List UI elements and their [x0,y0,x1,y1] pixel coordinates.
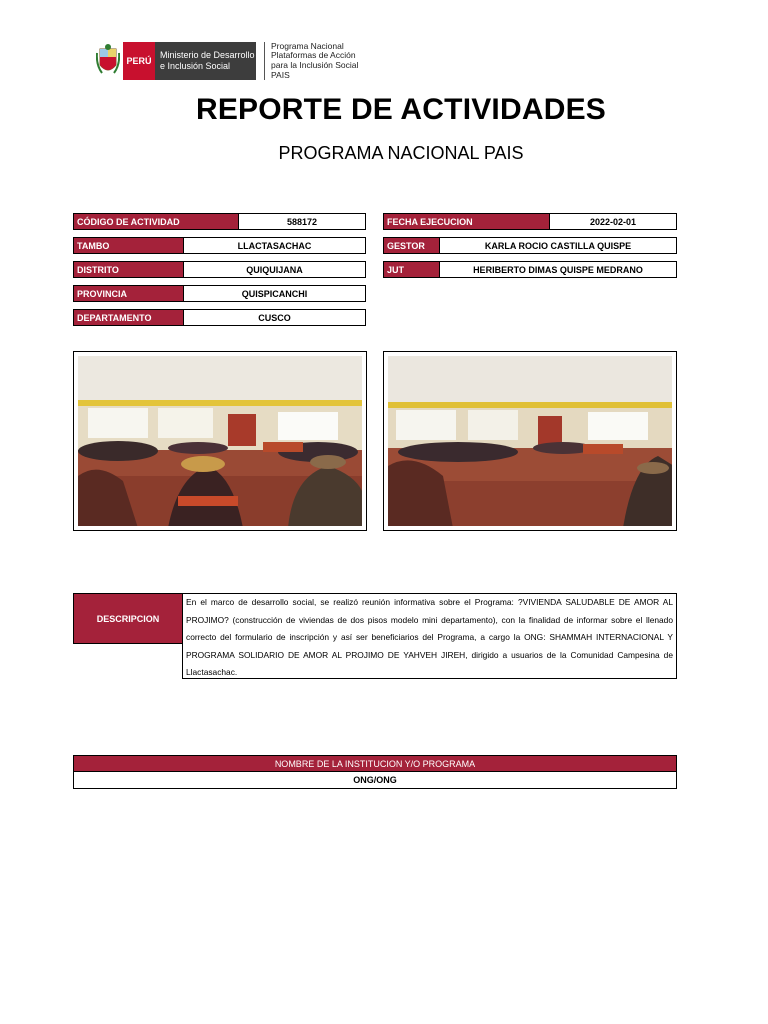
field-fecha [383,213,677,230]
provincia-value: QUISPICANCHI [183,286,365,301]
field-provincia [73,285,366,302]
distrito-label: DISTRITO [74,262,183,277]
jut-value: HERIBERTO DIMAS QUISPE MEDRANO [439,262,676,277]
tambo-label: TAMBO [74,238,183,253]
ministry-name [155,42,256,80]
institution-value: ONG/ONG [73,771,677,789]
gestor-label: GESTOR [384,238,439,253]
program-line-4: PAIS [271,69,290,80]
photo-meeting-room-2 [388,356,672,526]
description-label: DESCRIPCION [73,593,183,644]
field-tambo [73,237,366,254]
peru-label: PERÚ [123,42,155,80]
institution-header: NOMBRE DE LA INSTITUCION Y/O PROGRAMA [73,755,677,772]
description-text: En el marco de desarrollo social, se realizó reunión informativa sobre el Programa: ?VIVIENDA SALUDABLE DE AMOR AL PROJIMO? (construcción de viviendas de dos pisos modelo mini departamento), con la finalidad de informar sobre el llenado correcto del formulario de inscripción y así ser beneficiarios del Programa, a cargo la ONG: SHAMMAH INTERNACIONAL Y PROGRAMA SOLIDARIO DE AMOR AL PROJIMO DE YAHVEH JIREH, dirigido a usuarios de la Comunidad Campesina de Llactasachac. [182,593,677,679]
field-codigo [73,213,366,230]
tambo-value: LLACTASACHAC [183,238,365,253]
departamento-label: DEPARTAMENTO [74,310,183,325]
program-line-3: para la Inclusión Social [271,60,359,70]
fecha-label: FECHA EJECUCION [384,214,549,229]
page-subtitle: PROGRAMA NACIONAL PAIS [278,143,524,163]
page-title: REPORTE DE ACTIVIDADES [195,93,606,126]
activity-photo-2 [383,351,677,531]
ministry-line-2: e Inclusión Social [160,61,231,71]
program-line-1: Programa Nacional [271,40,344,51]
activity-photo-1 [73,351,367,531]
program-name [271,42,358,80]
gestor-value: KARLA ROCIO CASTILLA QUISPE [439,238,676,253]
ministry-line-1: Ministerio de Desarrollo [160,50,255,60]
field-jut [383,261,677,278]
program-line-2: Plataformas de Acción [271,50,356,61]
jut-label: JUT [384,262,439,277]
peru-shield-icon [96,43,120,79]
field-distrito [73,261,366,278]
fecha-value: 2022-02-01 [549,214,676,229]
field-gestor [383,237,677,254]
provincia-label: PROVINCIA [74,286,183,301]
codigo-label: CÓDIGO DE ACTIVIDAD [74,214,238,229]
field-departamento [73,309,366,326]
codigo-value: 588172 [238,214,365,229]
logo-divider [264,42,265,80]
photo-meeting-room-1 [78,356,362,526]
ministry-logo [96,42,358,80]
departamento-value: CUSCO [183,310,365,325]
distrito-value: QUIQUIJANA [183,262,365,277]
